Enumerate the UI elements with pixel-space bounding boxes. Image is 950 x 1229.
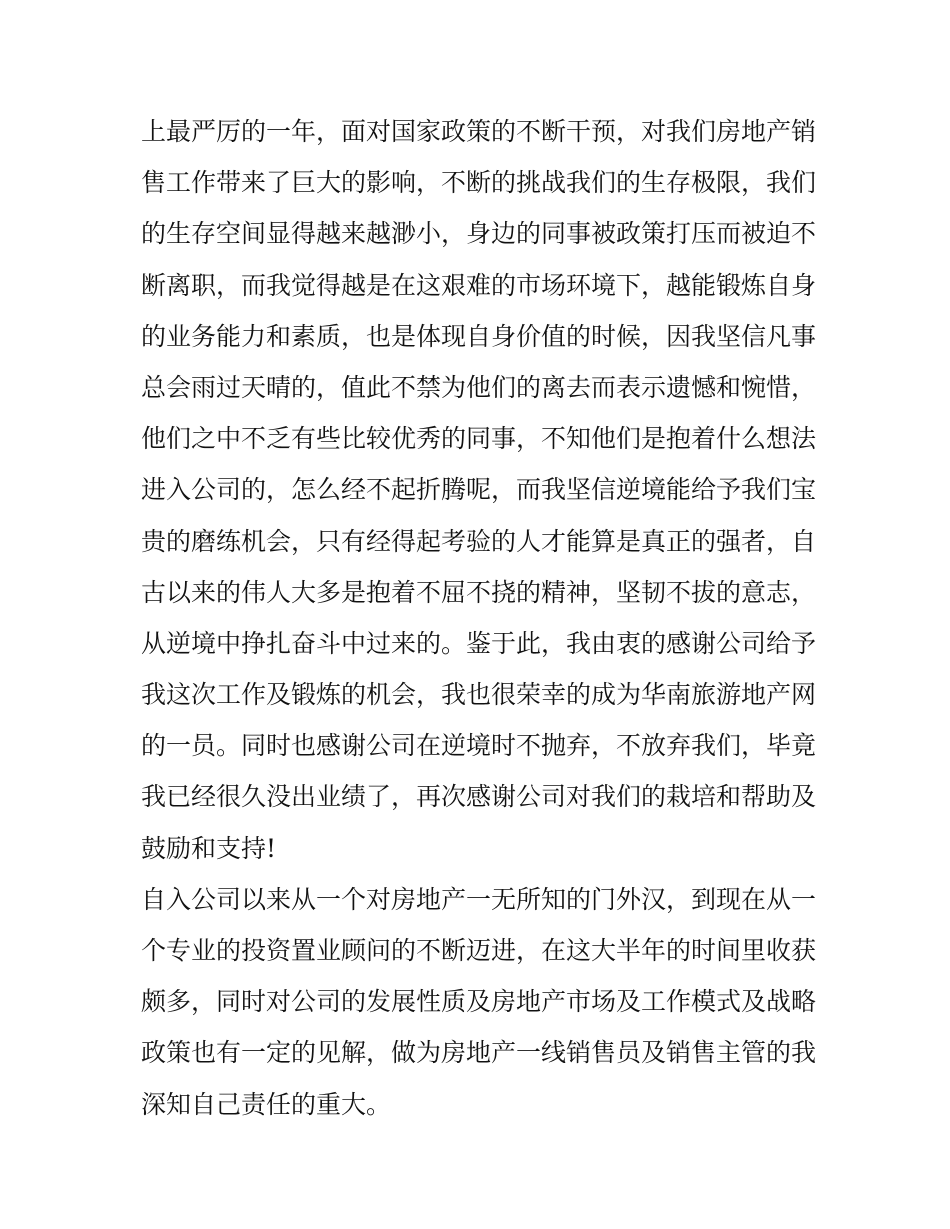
text-line: 从逆境中挣扎奋斗中过来的。鉴于此，我由衷的感谢公司给予 [141,628,817,658]
text-line: 我这次工作及锻炼的机会，我也很荣幸的成为华南旅游地产网 [141,680,817,710]
text-line: 他们之中不乏有些比较优秀的同事，不知他们是抱着什么想法 [141,424,817,454]
text-line: 自入公司以来从一个对房地产一无所知的门外汉，到现在从一 [141,884,817,914]
text-line: 售工作带来了巨大的影响，不断的挑战我们的生存极限，我们 [141,168,817,198]
text-line: 的业务能力和素质，也是体现自身价值的时候，因我坚信凡事 [141,321,817,351]
text-line: 的生存空间显得越来越渺小，身边的同事被政策打压而被迫不 [141,219,817,249]
text-line: 我已经很久没出业绩了，再次感谢公司对我们的栽培和帮助及 [141,782,817,812]
text-line: 政策也有一定的见解，做为房地产一线销售员及销售主管的我 [141,1038,817,1068]
text-line: 上最严厉的一年，面对国家政策的不断干预，对我们房地产销 [141,117,817,146]
text-line: 古以来的伟人大多是抱着不屈不挠的精神，坚韧不拔的意志， [141,577,817,607]
text-line: 总会雨过天晴的，值此不禁为他们的离去而表示遗憾和惋惜， [141,372,817,402]
text-line: 贵的磨练机会，只有经得起考验的人才能算是真正的强者，自 [141,526,817,556]
text-line: 断离职，而我觉得越是在这艰难的市场环境下，越能锻炼自身 [141,270,817,300]
document-body [141,106,817,1130]
text-line: 颇多，同时对公司的发展性质及房地产市场及工作模式及战略 [141,987,817,1017]
text-line: 鼓励和支持! [141,833,277,863]
paragraph-2 [141,874,817,1130]
text-line: 的一员。同时也感谢公司在逆境时不抛弃，不放弃我们，毕竟 [141,731,817,761]
text-line: 深知自己责任的重大。 [141,1089,392,1119]
text-line: 进入公司的，怎么经不起折腾呢，而我坚信逆境能给予我们宝 [141,475,817,505]
text-line: 个专业的投资置业顾问的不断迈进，在这大半年的时间里收获 [141,936,817,965]
paragraph-1 [141,106,817,874]
